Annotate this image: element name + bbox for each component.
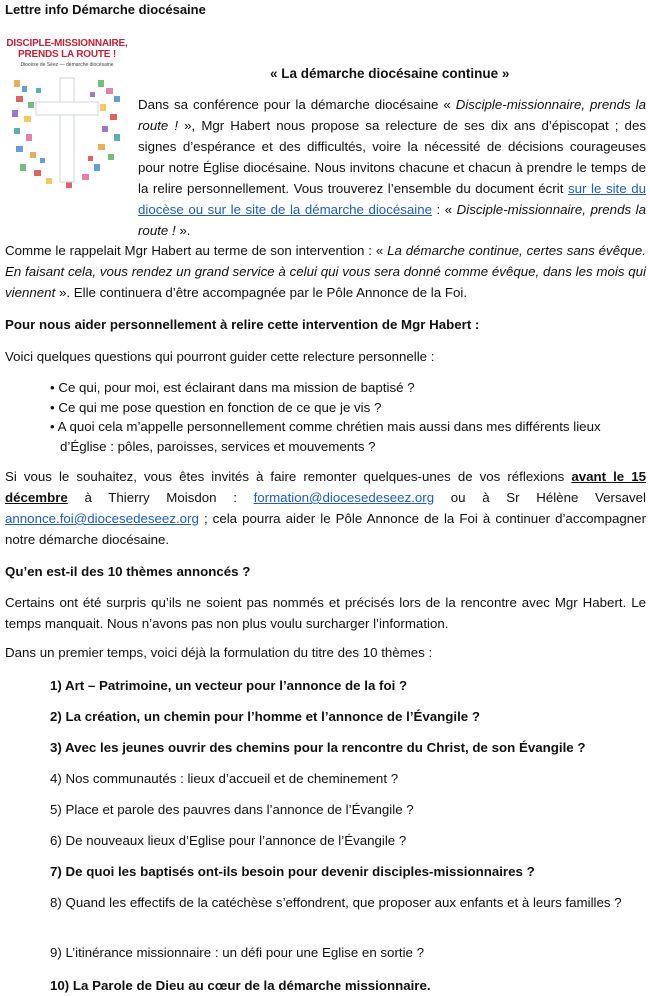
intro-text: Dans sa conférence pour la démarche diocésaine « <box>138 97 456 112</box>
theme-item: 5) Place et parole des pauvres dans l’annonce de l’Évangile ? <box>50 802 414 817</box>
contact-text: à Thierry Moisdon : <box>67 490 254 505</box>
theme-item: 6) De nouveaux lieux d’Eglise pour l’annonce de l’Évangile ? <box>50 833 407 848</box>
annonce-email-link[interactable]: annonce.foi@diocesedeseez.org <box>5 511 199 526</box>
theme-item: 9) L’itinérance missionnaire : un défi pour une Eglise en sortie ? <box>50 945 425 960</box>
list-item: • Ce qui, pour moi, est éclairant dans ma mission de baptisé ? <box>50 380 415 395</box>
campaign-poster-image <box>6 36 128 194</box>
section-heading: « La démarche diocésaine continue » <box>270 66 510 81</box>
theme-item: 3) Avec les jeunes ouvrir des chemins pour la rencontre du Christ, de son Évangile ? <box>50 740 586 755</box>
poster-title-line2: PRENDS LA ROUTE ! <box>18 49 116 60</box>
theme-item: 10) La Parole de Dieu au cœur de la démarche missionnaire. <box>50 978 431 993</box>
diocese-site-link[interactable]: sur le site du diocèse ou sur le site de la démarche diocésaine <box>138 181 646 217</box>
intro-paragraph <box>138 94 646 241</box>
themes-heading: Qu’en est-il des 10 thèmes annoncés ? <box>5 564 251 579</box>
deadline: avant le 15 décembre <box>5 469 646 505</box>
contact-paragraph <box>5 466 646 550</box>
poster-subtitle: Diocèse de Séez — démarche diocésaine <box>20 62 114 68</box>
intro-text: », Mgr Habert nous propose sa relecture de ses dix ans d’épiscopat ; des signes d’espérance et des difficultés, voire la nécessité de décisions courageuses pour notre Église diocésaine. Nous invitons chacune et chacun à prendre le temps de la relire personnellement. Vous trouverez l’ensemble du document écrit <box>138 118 646 196</box>
theme-item: 1) Art – Patrimoine, un vecteur pour l’annonce de la foi ? <box>50 678 408 693</box>
list-item: • Ce qui me pose question en fonction de ce que je vis ? <box>50 399 382 415</box>
questions-intro: Voici quelques questions qui pourront guider cette relecture personnelle : <box>5 349 435 364</box>
contact-text: Si vous le souhaitez, vous êtes invités à faire remonter quelques-unes de vos réflexions <box>5 469 572 484</box>
quote-text: ». Elle continuera d’être accompagnée par le Pôle Annonce de la Foi. <box>55 285 468 300</box>
theme-item: 4) Nos communautés : lieux d’accueil et de cheminement ? <box>50 771 399 786</box>
themes-intro: Dans un premier temps, voici déjà la formulation du titre des 10 thèmes : <box>5 645 433 660</box>
quote-text: Comme le rappelait Mgr Habert au terme de son intervention : « <box>5 243 388 258</box>
poster-title-line1: DISCIPLE-MISSIONNAIRE, <box>6 38 128 49</box>
contact-text: ; cela pourra aider le Pôle Annonce de la Foi à continuer d’accompagner notre démarche diocésaine. <box>5 511 646 547</box>
questions-list <box>50 378 645 456</box>
intro-italic-title: Disciple-missionnaire, prends la route ! <box>138 97 646 133</box>
contact-text: ou à Sr Hélène Versavel <box>434 490 647 505</box>
relecture-heading: Pour nous aider personnellement à relire cette intervention de Mgr Habert : <box>5 317 480 332</box>
intro-text: : « <box>432 202 457 217</box>
quote-paragraph <box>5 240 646 303</box>
intro-italic-title: Disciple-missionnaire, prends la route ! <box>138 202 646 238</box>
intro-text: ». <box>175 223 191 238</box>
theme-item: 2) La création, un chemin pour l’homme et l’annonce de l’Évangile ? <box>50 709 481 724</box>
theme-item: 7) De quoi les baptisés ont-ils besoin pour devenir disciples-missionnaires ? <box>50 864 535 879</box>
themes-explanation: Certains ont été surpris qu’ils ne soient pas nommés et précisés lors de la rencontre avec Mgr Habert. Le temps manquait. Nous n’avons pas non plus voulu surcharger l’information. <box>5 595 646 631</box>
bishop-quote: La démarche continue, certes sans évêque. En faisant cela, vous rendez un grand service à celui qui vous sera donné comme évêque, dans les mois qui viennent <box>5 243 646 300</box>
list-item: • A quoi cela m’appelle personnellement comme chrétien mais aussi dans mes différents lieux d’Église : pôles, paroisses, services et mouvements ? <box>50 419 601 454</box>
poster-title <box>6 38 128 60</box>
theme-item: 8) Quand les effectifs de la catéchèse s’effondrent, que proposer aux enfants et à leurs familles ? <box>50 895 622 910</box>
document-title: Lettre info Démarche diocésaine <box>5 2 206 17</box>
formation-email-link[interactable]: formation@diocesedeseez.org <box>253 490 435 505</box>
